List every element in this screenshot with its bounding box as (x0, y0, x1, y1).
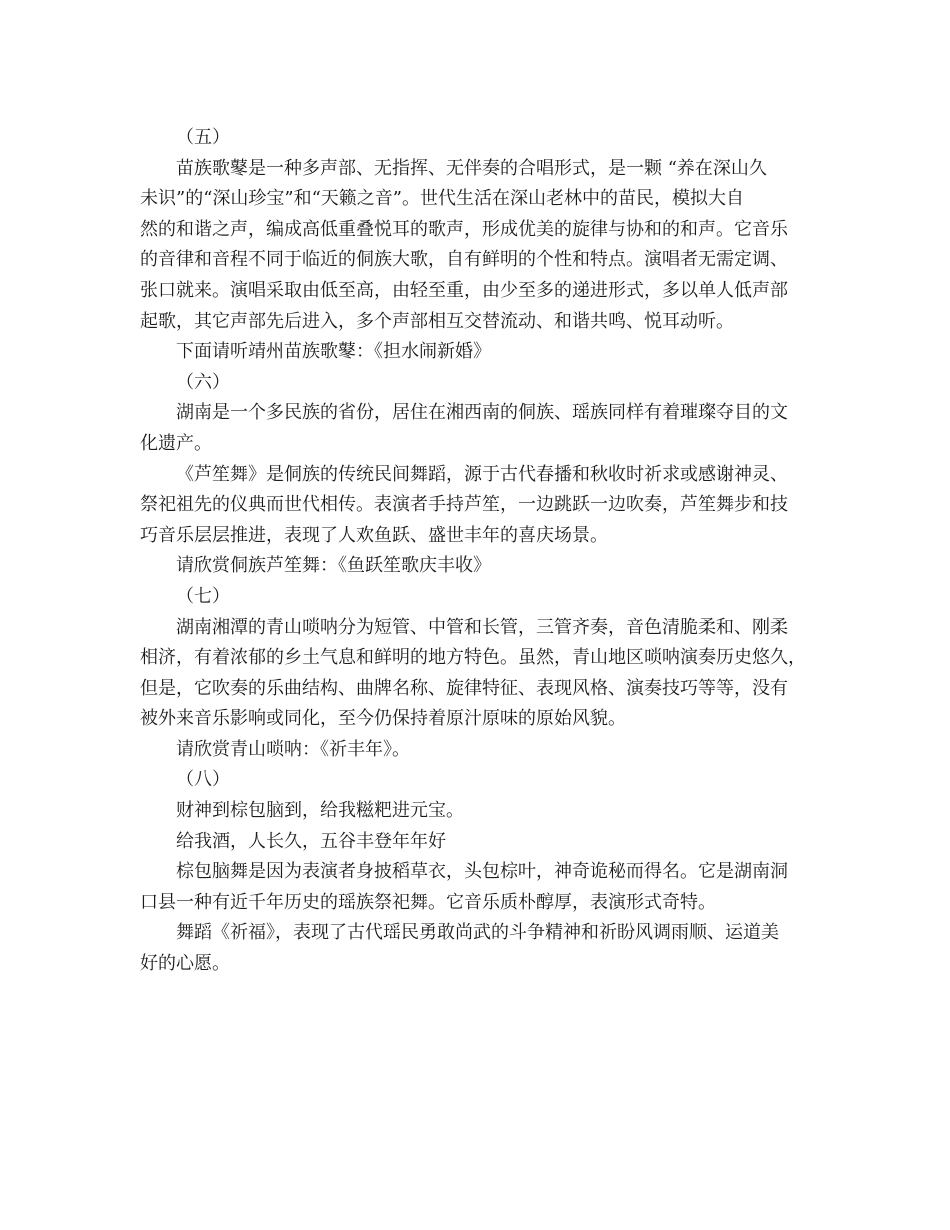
section-heading-8: （八） (176, 769, 230, 791)
paragraph-line: 苗族歌鼕是一种多声部、无指挥、无伴奏的合唱形式，是一颗 “养在深山久 (176, 157, 767, 179)
section-heading-7: （七） (176, 585, 230, 607)
paragraph-line: 化遗产。 (140, 432, 212, 454)
performance-intro: 请欣赏青山唢呐：《祈丰年》。 (176, 738, 410, 760)
paragraph-line: 好的心愿。 (140, 953, 230, 975)
performance-intro: 下面请听靖州苗族歌鼕：《担水闹新婚》 (176, 341, 491, 363)
paragraph-line: 起歌，其它声部先后进入，多个声部相互交替流动、和谐共鸣、悦耳动听。 (140, 310, 734, 332)
paragraph-line: 湖南是一个多民族的省份，居住在湘西南的侗族、瑶族同样有着璀璨夺目的文 (176, 402, 788, 424)
verse-line: 给我酒，人长久，五谷丰登年年好 (176, 830, 446, 852)
paragraph-line: 巧音乐层层推进，表现了人欢鱼跃、盛世丰年的喜庆场景。 (140, 524, 608, 546)
paragraph-line: 相济，有着浓郁的乡土气息和鲜明的地方特色。虽然，青山地区唢呐演奏历史悠久， (140, 647, 806, 669)
paragraph-line: 祭祀祖先的仪典而世代相传。表演者手持芦笙，一边跳跃一边吹奏，芦笙舞步和技 (140, 494, 788, 516)
performance-intro: 请欣赏侗族芦笙舞：《鱼跃笙歌庆丰收》 (176, 555, 491, 577)
paragraph-line: 然的和谐之声，编成高低重叠悦耳的歌声，形成优美的旋律与协和的和声。它音乐 (140, 218, 788, 240)
paragraph-line: 棕包脑舞是因为表演者身披稻草衣，头包棕叶，神奇诡秘而得名。它是湖南洞 (176, 861, 788, 883)
verse-line: 财神到棕包脑到，给我糍粑进元宝。 (176, 800, 464, 822)
paragraph-line: 但是，它吹奏的乐曲结构、曲牌名称、旋律特征、表现风格、演奏技巧等等，没有 (140, 677, 788, 699)
section-heading-6: （六） (176, 371, 230, 393)
paragraph-line: 被外来音乐影响或同化，至今仍保持着原汁原味的原始风貌。 (140, 708, 626, 730)
paragraph-line: 舞蹈《祈福》，表现了古代瑶民勇敢尚武的斗争精神和祈盼风调雨顺、运道美 (176, 922, 779, 944)
paragraph-line: 湖南湘潭的青山唢呐分为短管、中管和长管，三管齐奏，音色清脆柔和、刚柔 (176, 616, 788, 638)
paragraph-line: 未识”的“深山珍宝”和“天籁之音”。世代生活在深山老林中的苗民，模拟大自 (140, 188, 745, 210)
paragraph-line: 《芦笙舞》是侗族的传统民间舞蹈，源于古代春播和秋收时祈求或感谢神灵、 (176, 463, 788, 485)
paragraph-line: 的音律和音程不同于临近的侗族大歌，自有鲜明的个性和特点。演唱者无需定调、 (140, 249, 788, 271)
section-heading-5: （五） (176, 127, 230, 148)
paragraph-line: 口县一种有近千年历史的瑶族祭祀舞。它音乐质朴醇厚，表演形式奇特。 (140, 891, 716, 913)
paragraph-line: 张口就来。演唱采取由低至高，由轻至重，由少至多的递进形式，多以单人低声部 (140, 279, 788, 301)
